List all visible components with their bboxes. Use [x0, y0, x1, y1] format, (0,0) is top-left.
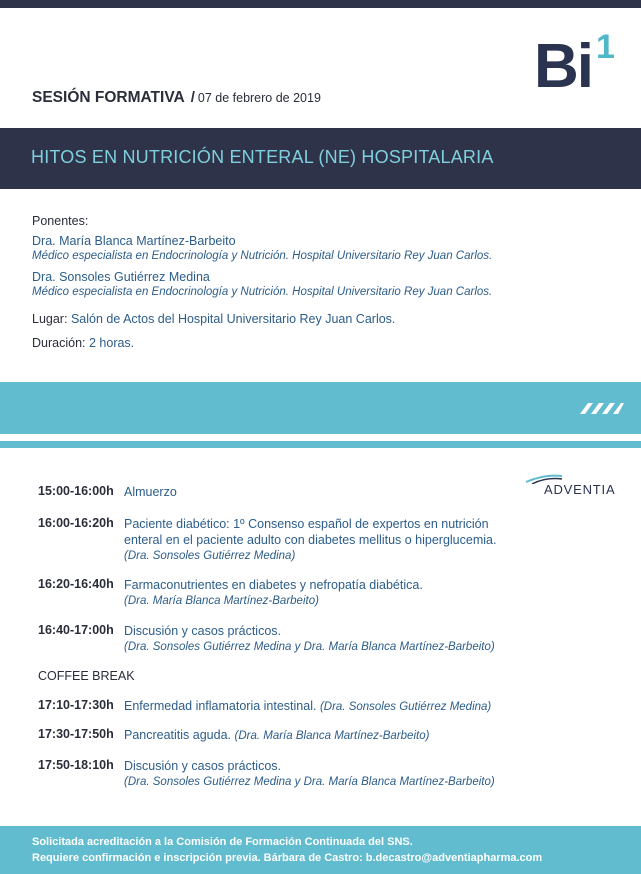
schedule-desc	[124, 727, 429, 744]
duracion-label: Duración:	[32, 336, 86, 350]
event-title: HITOS EN NUTRICIÓN ENTERAL (NE) HOSPITALARIA	[31, 147, 494, 167]
logo-text: Bi	[534, 32, 592, 101]
schedule-speaker: (Dra. Sonsoles Gutiérrez Medina y Dra. María Blanca Martínez-Barbeito)	[124, 641, 495, 653]
schedule-time: 17:30-17:50h	[38, 727, 114, 741]
schedule-title-cont: enteral en el paciente adulto con diabetes mellitus o hiperglucemia.	[124, 533, 497, 547]
footer	[0, 826, 641, 874]
coffee-break: COFFEE BREAK	[38, 669, 135, 683]
schedule-desc	[124, 516, 496, 564]
duracion-value: 2 horas.	[88, 336, 135, 350]
schedule-title: Pancreatitis aguda.	[124, 728, 232, 742]
schedule-time: 15:00-16:00h	[38, 484, 114, 498]
speaker-role: Médico especialista en Endocrinología y Nutrición. Hospital Universitario Rey Juan Carlos.	[32, 250, 493, 262]
speaker-name: Dra. Sonsoles Gutiérrez Medina	[32, 270, 210, 284]
band-rule	[0, 441, 641, 448]
bi1-logo	[532, 30, 622, 102]
schedule-time: 16:00-16:20h	[38, 516, 114, 530]
schedule-time: 16:20-16:40h	[38, 577, 114, 591]
adventia-logo	[524, 474, 629, 498]
schedule-time: 17:50-18:10h	[38, 758, 114, 772]
lugar-label: Lugar:	[32, 312, 68, 326]
schedule-time: 17:10-17:30h	[38, 698, 114, 712]
schedule-desc	[124, 577, 423, 609]
adventia-name: ADVENTIA	[544, 482, 616, 497]
schedule-speaker: (Dra. María Blanca Martínez-Barbeito)	[124, 595, 319, 607]
schedule-speaker: (Dra. Sonsoles Gutiérrez Medina y Dra. María Blanca Martínez-Barbeito)	[124, 776, 495, 788]
decorative-band	[0, 382, 641, 434]
schedule-title: Enfermedad inflamatoria intestinal.	[124, 699, 317, 713]
duracion-row	[32, 336, 134, 350]
ponentes-label: Ponentes:	[32, 214, 89, 228]
session-title: SESIÓN FORMATIVA	[32, 89, 185, 106]
schedule-speaker: (Dra. Sonsoles Gutiérrez Medina)	[124, 550, 296, 562]
session-header	[32, 89, 321, 107]
speaker-role: Médico especialista en Endocrinología y Nutrición. Hospital Universitario Rey Juan Carlos.	[32, 286, 493, 298]
schedule-title: Paciente diabético: 1º Consenso español de expertos en nutrición	[124, 517, 489, 531]
schedule-title: Almuerzo	[124, 485, 177, 499]
schedule-speaker: (Dra. María Blanca Martínez-Barbeito)	[234, 730, 430, 742]
schedule-title: Farmaconutrientes en diabetes y nefropatía diabética.	[124, 578, 423, 592]
lugar-value: Salón de Actos del Hospital Universitario Rey Juan Carlos.	[70, 312, 396, 326]
schedule-desc	[124, 698, 491, 715]
schedule-desc	[124, 623, 495, 655]
schedule-speaker: (Dra. Sonsoles Gutiérrez Medina)	[319, 701, 492, 713]
speaker-name: Dra. María Blanca Martínez-Barbeito	[32, 234, 236, 248]
schedule-title: Discusión y casos prácticos.	[124, 759, 282, 773]
logo-superscript: 1	[596, 28, 615, 66]
session-date: 07 de febrero de 2019	[197, 91, 321, 105]
stripes-icon	[574, 403, 624, 414]
footer-contact: Requiere confirmación e inscripción previa. Bárbara de Castro: b.decastro@adventiapharma.com	[32, 852, 543, 864]
schedule-time: 16:40-17:00h	[38, 623, 114, 637]
schedule-title: Discusión y casos prácticos.	[124, 624, 282, 638]
lugar-row	[32, 312, 395, 326]
top-rule	[0, 0, 641, 8]
session-separator: /	[190, 89, 195, 106]
footer-accreditation: Solicitada acreditación a la Comisión de Formación Continuada del SNS.	[32, 836, 413, 848]
schedule-desc	[124, 758, 495, 790]
title-bar	[0, 128, 641, 189]
